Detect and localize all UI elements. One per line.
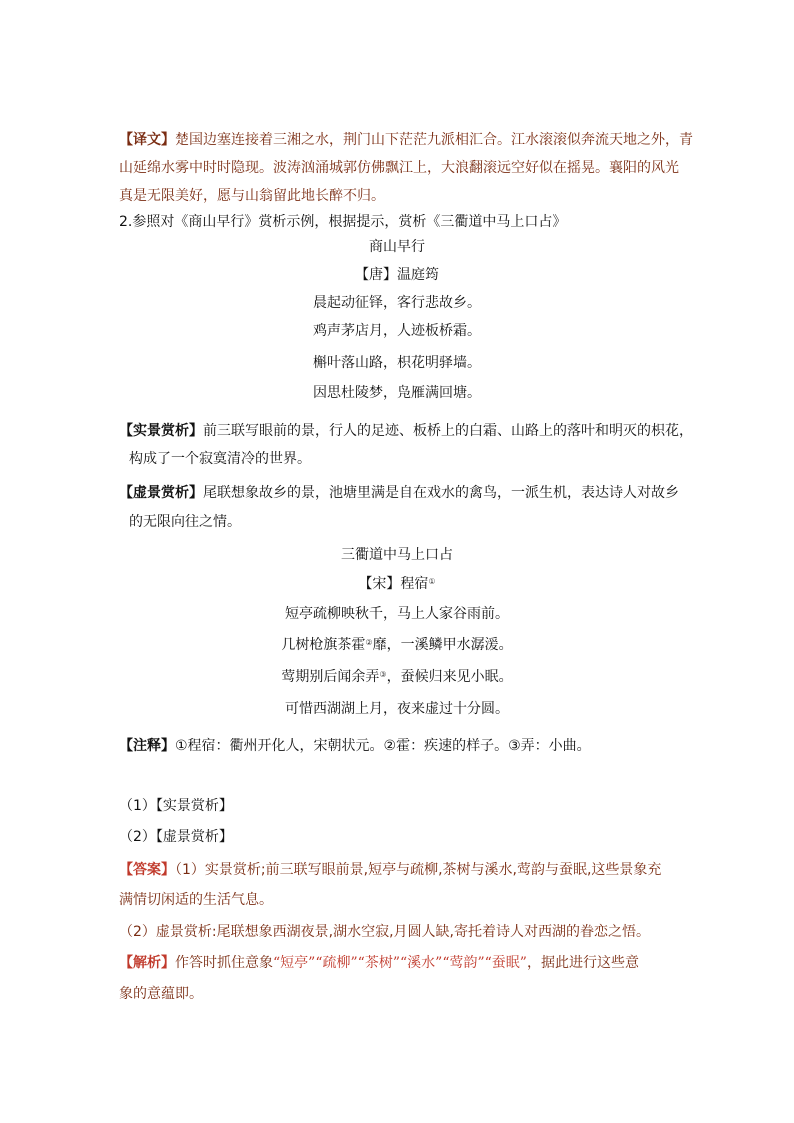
- poem1-line-2: 鸡声茅店月，人迹板桥霜。: [313, 323, 481, 339]
- poem1-line-3: 槲叶落山路，枳花明驿墙。: [313, 355, 481, 371]
- explanation-line-2: 象的意蕴即。: [119, 986, 203, 1002]
- keyword-chashu: “茶树”: [357, 955, 400, 971]
- poem2-author: 【宋】程宿①: [358, 576, 436, 592]
- answer-line-1: 【答案】（1）实景赏析;前三联写眼前景,短亭与疏柳,茶树与溪水,莺韵与蚕眠,这些景象充: [119, 862, 662, 878]
- poem1-title: 商山早行: [369, 239, 425, 255]
- sub-question-2: （2）【虚景赏析】: [119, 829, 233, 845]
- keyword-shuliu: “疏柳”: [315, 955, 358, 971]
- poem2-line-2: 几树枪旗茶霍②靡，一溪鳞甲水潺湲。: [281, 637, 513, 653]
- answer-tag: 【答案】: [119, 862, 175, 878]
- footnote-marker-3: ③: [379, 670, 387, 679]
- real-analysis-line-1: 【实景赏析】前三联写眼前的景，行人的足迹、板桥上的白霜、山路上的落叶和明灭的枳花，: [119, 423, 693, 439]
- answer-line-2: 满情切闲适的生活气息。: [119, 892, 273, 908]
- notes-line: 【注释】①程宿：衢州开化人，宋朝状元。②霍：疾速的样子。③弄：小曲。: [119, 738, 591, 754]
- poem2-line-3: 莺期别后闻余弄③，蚕候归来见小眠。: [281, 669, 513, 685]
- real-analysis-tag: 【实景赏析】: [119, 423, 203, 439]
- keyword-canmian: “蚕眠”: [484, 955, 527, 971]
- poem1-line-1: 晨起动征铎，客行悲故乡。: [313, 295, 481, 311]
- notes-tag: 【注释】: [119, 738, 175, 754]
- footnote-marker-1: ①: [428, 577, 436, 586]
- keyword-yingyun: “莺韵”: [442, 955, 485, 971]
- translation-line-1: 【译文】楚国边塞连接着三湘之水，荆门山下茫茫九派相汇合。江水滚滚似奔流天地之外，青: [119, 132, 693, 148]
- translation-line-2: 山延绵水雾中时时隐现。波涛汹涌城郭仿佛飘江上，大浪翻滚远空好似在摇晃。襄阳的风光: [119, 160, 679, 176]
- poem2-line-4: 可惜西湖湖上月，夜来虚过十分圆。: [285, 701, 509, 717]
- translation-tag: 【译文】: [119, 132, 175, 148]
- real-analysis-line-2: 构成了一个寂寞清冷的世界。: [129, 451, 311, 467]
- poem1-line-4: 因思杜陵梦，凫雁满回塘。: [313, 385, 481, 401]
- answer-line-3: （2）虚景赏析:尾联想象西湖夜景,湖水空寂,月圆人缺,寄托着诗人对西湖的眷恋之悟。: [119, 924, 650, 940]
- virtual-analysis-line-1: 【虚景赏析】尾联想象故乡的景，池塘里满是自在戏水的禽鸟，一派生机，表达诗人对故乡: [119, 485, 679, 501]
- question-2: 2.参照对《商山早行》赏析示例，根据提示，赏析《三衢道中马上口占》: [119, 214, 567, 230]
- sub-question-1: （1）【实景赏析】: [119, 798, 233, 814]
- poem2-title: 三衢道中马上口占: [341, 547, 453, 563]
- footnote-marker-2: ②: [365, 638, 373, 647]
- virtual-analysis-tag: 【虚景赏析】: [119, 485, 203, 501]
- virtual-analysis-line-2: 的无限向往之情。: [129, 514, 241, 530]
- keyword-duanting: “短亭”: [273, 955, 316, 971]
- poem2-line-1: 短亭疏柳映秋千，马上人家谷雨前。: [285, 606, 509, 622]
- poem1-author: 【唐】温庭筠: [355, 267, 439, 283]
- explanation-tag: 【解析】: [119, 955, 175, 971]
- keyword-xishui: “溪水”: [399, 955, 443, 971]
- explanation-line-1: 【解析】作答时抓住意象“短亭”“疏柳”“茶树”“溪水”“莺韵”“蚕眠”，据此进行这些意: [119, 955, 639, 971]
- translation-line-3: 真是无限美好，愿与山翁留此地长醉不归。: [119, 188, 385, 204]
